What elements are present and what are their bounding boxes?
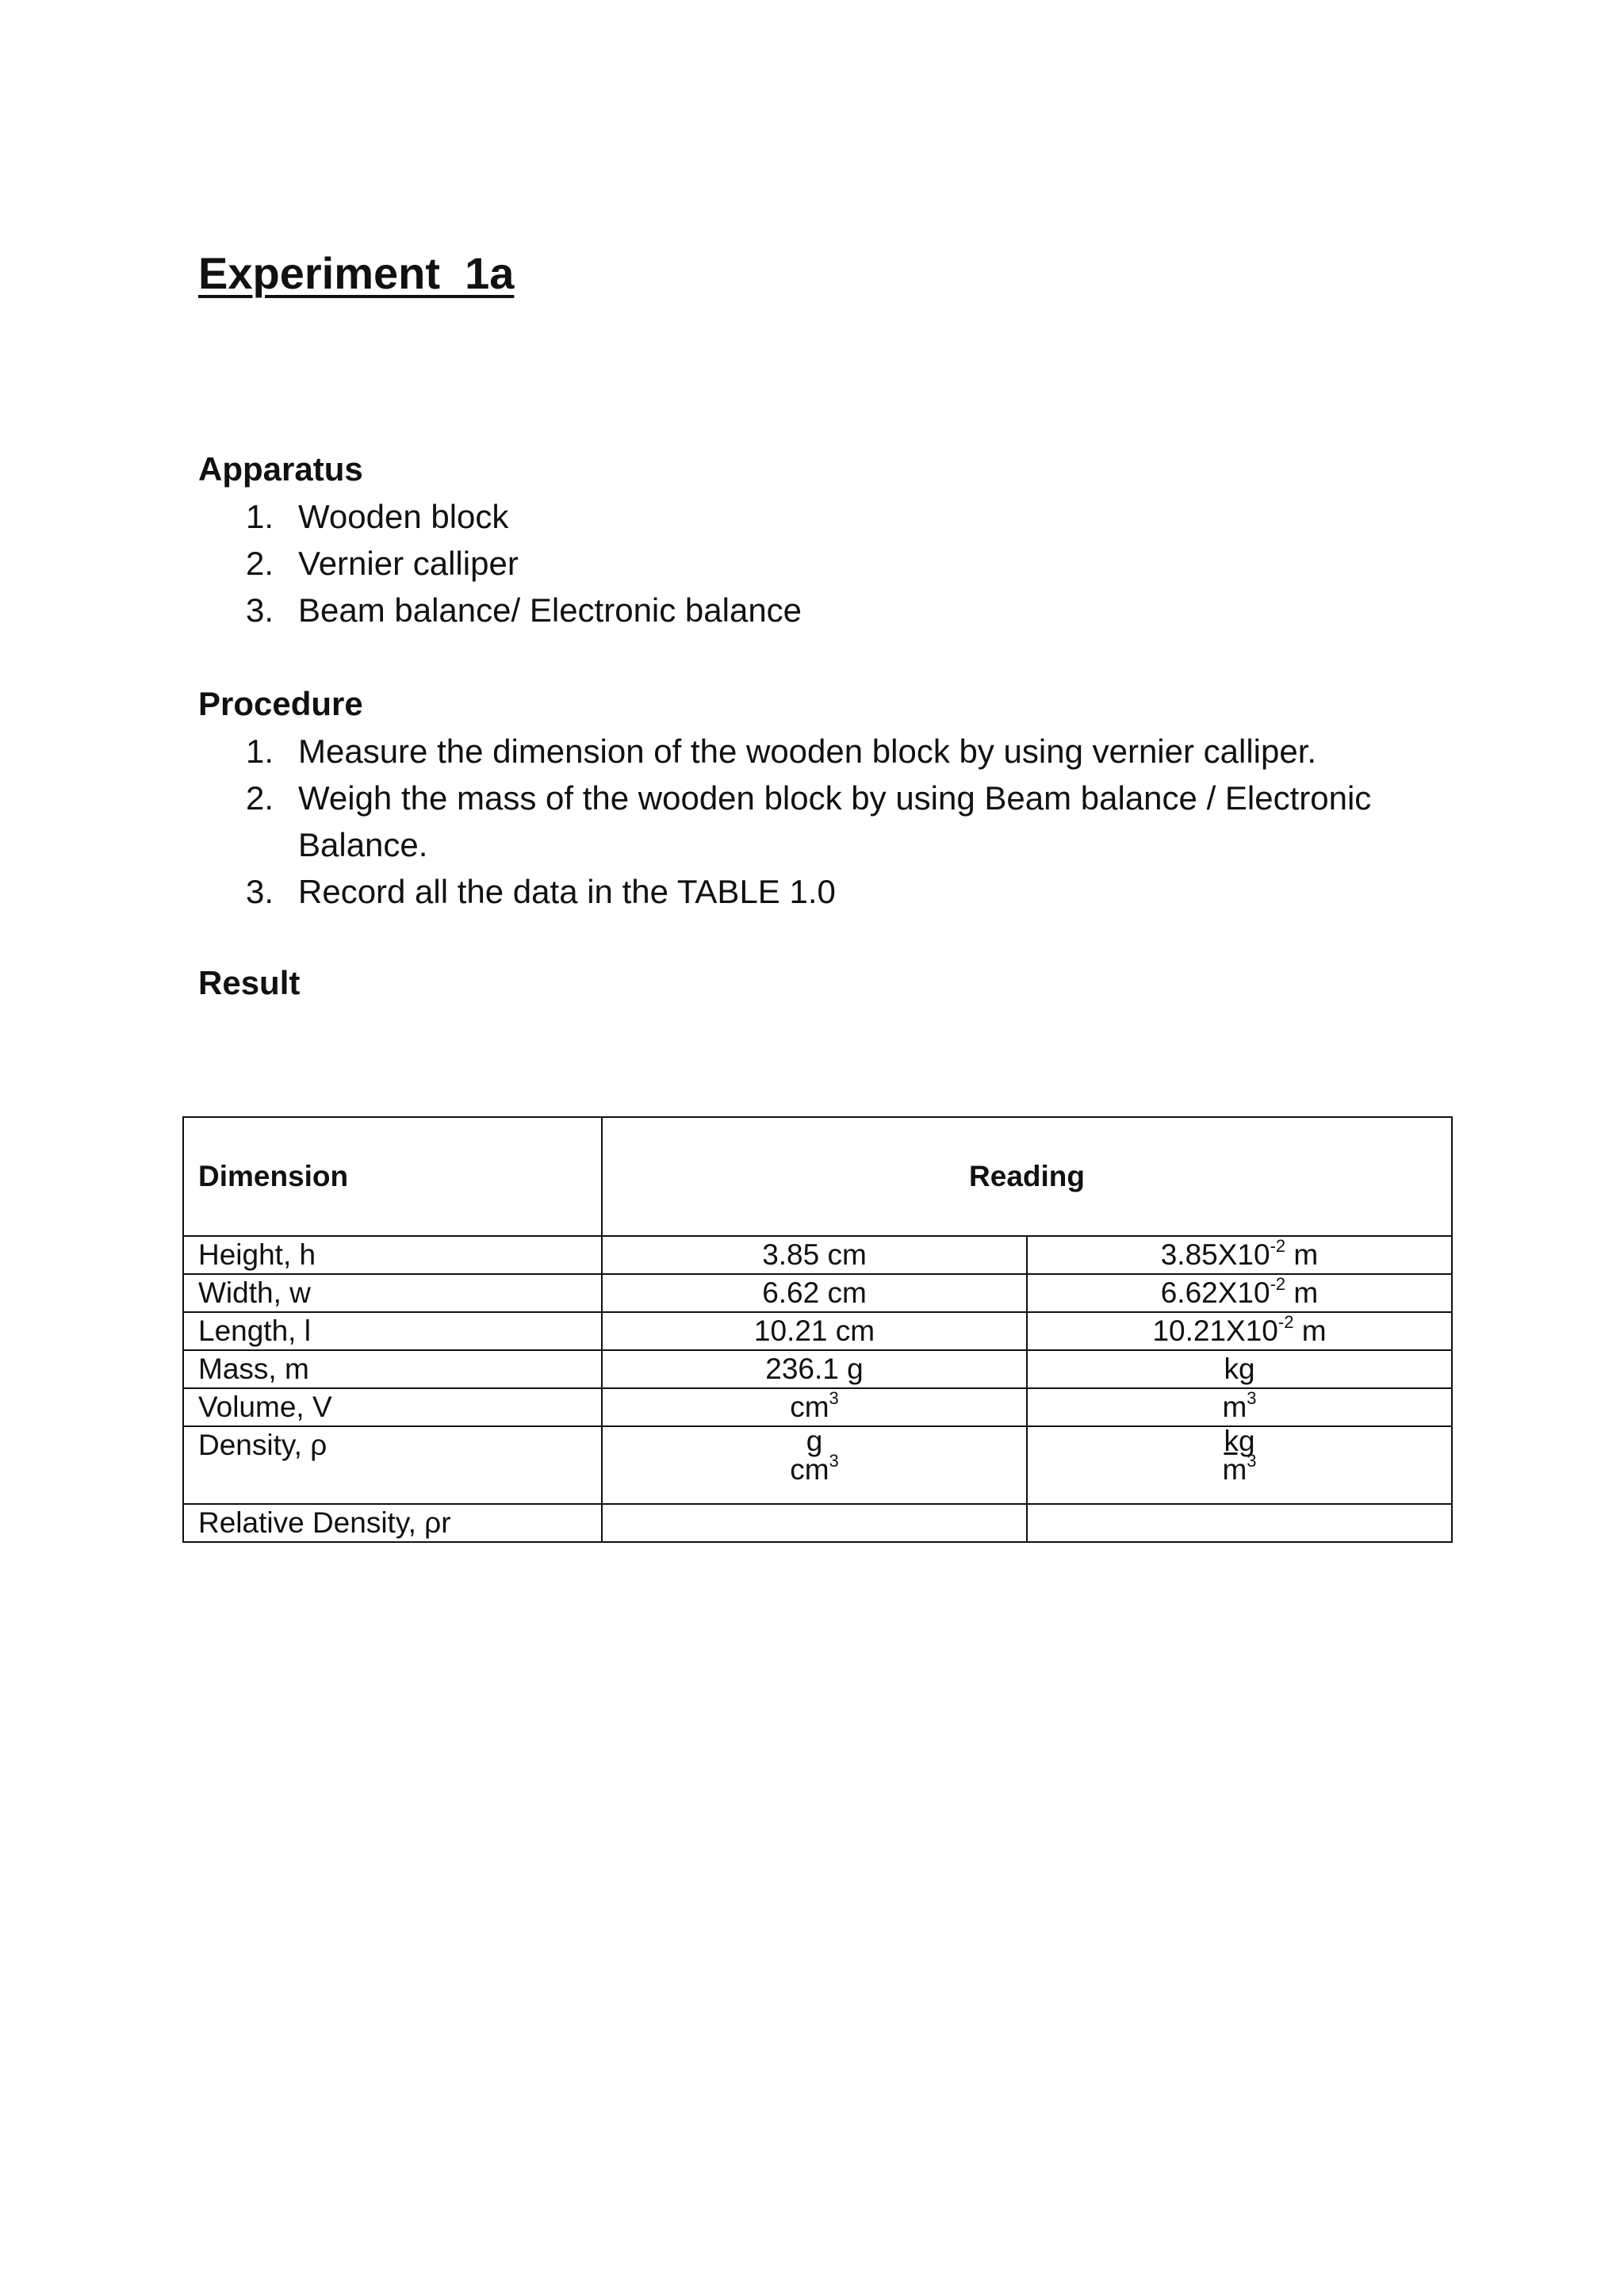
header-dimension: Dimension [183,1117,602,1236]
reading-m: $3.85X10^{-2}$ m [1027,1236,1452,1274]
list-number: 2. [246,545,274,582]
list-item [198,587,802,633]
reading-cm: 236.1 g [602,1350,1027,1388]
list-text-continued: Balance. [298,826,428,863]
apparatus-heading: Apparatus [198,450,363,488]
table-row [183,1236,1452,1274]
reading-cm [602,1426,1027,1504]
page-title: Experiment 1a [198,248,515,298]
table-row [183,1274,1452,1312]
row-label: Length, l [183,1312,602,1350]
list-number: 1. [246,498,274,535]
result-heading: Result [198,964,301,1001]
row-label: Height, h [183,1236,602,1274]
table-row [183,1388,1452,1426]
reading-m [1027,1426,1452,1504]
reading-m: $6.62X10^{-2}$ m [1027,1274,1452,1312]
list-text: Beam balance/ Electronic balance [298,591,802,629]
table-row [183,1350,1452,1388]
procedure-heading: Procedure [198,685,363,722]
reading-cm: $cm^3$ [602,1388,1027,1426]
unit-fraction: $\frac{kg}{m^3}$ [1222,1425,1257,1486]
reading-cm [602,1504,1027,1542]
list-item [198,728,1371,775]
table-row [183,1426,1452,1504]
reading-m: $10.21X10^{-2}$ m [1027,1312,1452,1350]
table-row [183,1504,1452,1542]
table-header-row [183,1117,1452,1236]
list-number: 1. [246,733,274,770]
row-label: Density, ρ [183,1426,602,1504]
header-reading: Reading [602,1117,1452,1236]
row-label: Volume, V [183,1388,602,1426]
procedure-list [198,728,1371,915]
list-text: Wooden block [298,498,509,535]
reading-cm: 6.62 cm [602,1274,1027,1312]
list-item [198,868,1371,915]
list-text: Record all the data in the TABLE 1.0 [298,873,836,910]
list-item [198,540,802,587]
list-text: Vernier calliper [298,545,519,582]
row-label: Mass, m [183,1350,602,1388]
reading-m: kg [1027,1350,1452,1388]
table-row [183,1312,1452,1350]
reading-m: $m^3$ [1027,1388,1452,1426]
unit-fraction: $\frac{g}{cm^3}$ [790,1425,839,1486]
result-table [182,1116,1453,1543]
row-label: Width, w [183,1274,602,1312]
list-number: 3. [246,873,274,910]
apparatus-list [198,493,802,633]
row-label: Relative Density, ρr [183,1504,602,1542]
reading-cm: 10.21 cm [602,1312,1027,1350]
list-number: 2. [246,779,274,817]
list-text: Weigh the mass of the wooden block by using Beam balance / Electronic [298,779,1372,817]
reading-cm: 3.85 cm [602,1236,1027,1274]
list-number: 3. [246,591,274,629]
list-item [198,493,802,540]
list-item [198,775,1371,868]
reading-m [1027,1504,1452,1542]
list-text: Measure the dimension of the wooden block by using vernier calliper. [298,733,1317,770]
